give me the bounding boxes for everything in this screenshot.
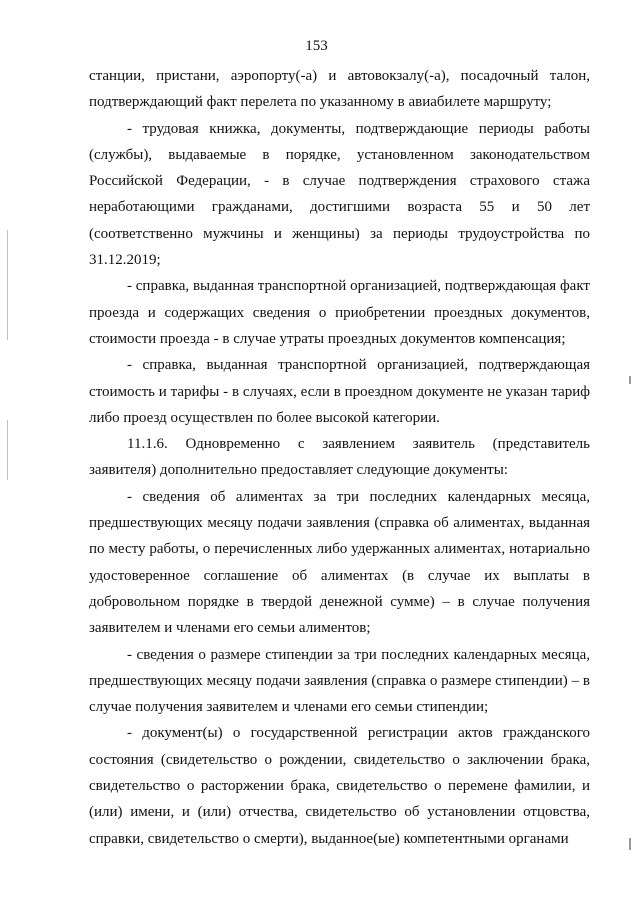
paragraph-stipend-info: - сведения о размере стипендии за три последних календарных месяца, предшествующих месяцу подачи заявления (справка о размере стипендии) – в случае получения заявителем и членами его семьи стипендии; [89,646,590,716]
scan-edge-mark [629,838,631,850]
paragraph-transport-certificate-tariffs: - справка, выданная транспортной организацией, подтверждающая стоимость и тарифы - в случаях, если в проездном документе не указан тариф либо проезд осуществлен по более высокой категории. [89,357,590,426]
paragraph-clause-11-1-6: 11.1.6. Одновременно с заявлением заявитель (представитель заявителя) дополнительно предоставляет следующие документы: [89,436,590,479]
scan-edge-mark [7,230,8,340]
page-number: 153 [305,38,328,54]
paragraph-civil-registration-docs: - документ(ы) о государственной регистрации актов гражданского состояния (свидетельство о рождении, свидетельство о заключении брака, свидетельство о расторжении брака, свидетельство о перемене фамилии, и (или) имени, и (или) отчества, свидетельство об установлении отцовства, справки, свидетельство о смерти), выданное(ые) компетентными органами [89,725,590,847]
paragraph-transport-certificate-travel: - справка, выданная транспортной организацией, подтверждающая факт проезда и содержащих сведения о приобретении проездных документов, стоимости проезда - в случае утраты проездных документов компенсация; [89,278,590,347]
scan-edge-mark [629,376,631,384]
paragraph-continuation: станции, пристани, аэропорту(-а) и автовокзалу(-а), посадочный талон, подтверждающий факт перелета по указанному в авиабилете маршруту; [89,68,590,111]
document-body [89,63,590,852]
paragraph-employment-record: - трудовая книжка, документы, подтверждающие периоды работы (службы), выдаваемые в порядке, установленном законодательством Российской Федерации, - в случае подтверждения страхового стажа неработающими гражданами, достигшими возраста 55 и 50 лет (соответственно мужчины и женщины) за периоды трудоустройства по 31.12.2019; [89,120,590,269]
paragraph-alimony-info: - сведения об алиментах за три последних календарных месяца, предшествующих месяцу подачи заявления (справка об алиментах, выданная по месту работы, о перечисленных либо удержанных алиментах, нотариально удостоверенное соглашение об алиментах (в случае их выплаты в добровольном порядке в твердой денежной сумме) – в случае получения заявителем и членами его семьи алиментов; [89,488,590,637]
scan-edge-mark [7,420,8,480]
